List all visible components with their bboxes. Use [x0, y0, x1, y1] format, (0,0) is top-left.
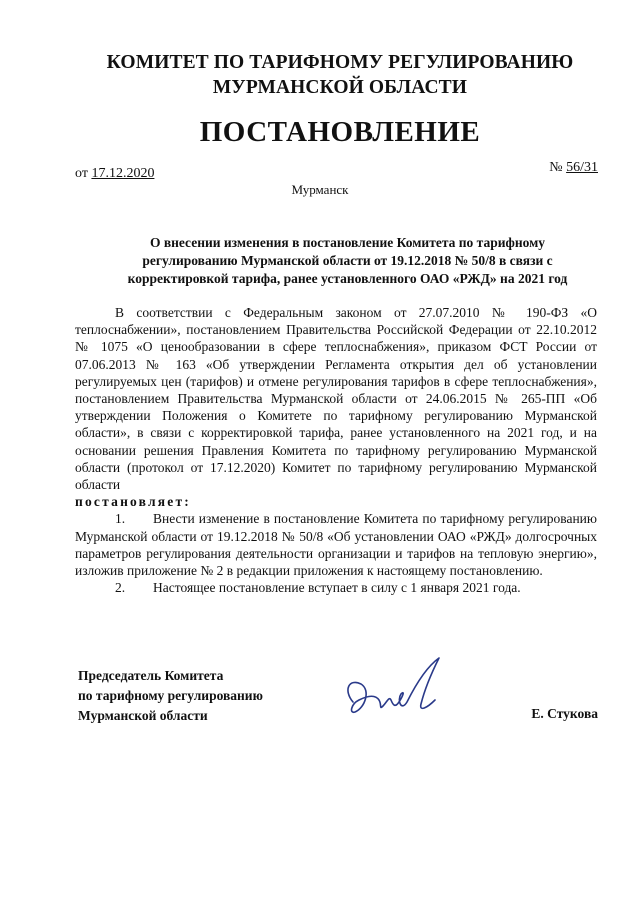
resolve-word: постановляет:	[75, 494, 191, 510]
city-name: Мурманск	[291, 182, 349, 197]
document-subject	[95, 234, 600, 288]
document-number	[549, 160, 598, 176]
document-type-title: ПОСТАНОВЛЕНИЕ	[199, 116, 481, 148]
document-body	[75, 304, 597, 596]
date-prefix: от	[75, 166, 88, 181]
number-prefix: №	[549, 160, 563, 175]
list-item	[75, 510, 597, 579]
signer-name: Е. Стукова	[531, 706, 598, 721]
date-value: 17.12.2020	[91, 166, 155, 181]
signer-title-line-3: Мурманской области	[78, 708, 208, 723]
signer-title-line-2: по тарифному регулированию	[78, 688, 263, 703]
number-value: 56/31	[566, 160, 598, 175]
signer-title-line-1: Председатель Комитета	[78, 668, 224, 683]
subject-line-3: корректировкой тарифа, ранее установленного ОАО «РЖД» на 2021 год	[127, 271, 568, 286]
document-date	[75, 166, 154, 182]
organization-name	[60, 50, 620, 100]
list-item-number: 2.	[115, 580, 126, 596]
list-item	[75, 579, 597, 596]
subject-line-1: О внесении изменения в постановление Комитета по тарифному	[149, 235, 546, 250]
org-line-2: МУРМАНСКОЙ ОБЛАСТИ	[212, 77, 468, 98]
preamble-paragraph: В соответствии с Федеральным законом от 27.07.2010 № 190-ФЗ «О теплоснабжении», постановлением Правительства Российской Федерации от 22.10.2012 № 1075 «О ценообразовании в сфере теплоснабжения», приказом ФСТ России от 07.06.2013 № 163 «Об утверждении Регламента открытия дел об установлении регулируемых цен (тарифов) и отмене регулирования тарифов в сфере теплоснабжения», постановлением Правительства Мурманской области от 24.06.2015 № 265-ПП «Об утверждении Положения о Комитете по тарифному регулированию Мурманской области», в связи с корректировкой тарифа, ранее установленного на 2021 год, и на основании решения Правления Комитета по тарифному регулированию Мурманской области (протокол от 17.12.2020) Комитет по тарифному регулированию Мурманской области	[75, 305, 597, 493]
list-item-number: 1.	[115, 511, 126, 527]
handwritten-signature	[335, 650, 455, 730]
list-item-text: Настоящее постановление вступает в силу с 1 января 2021 года.	[153, 580, 521, 596]
signer-title	[78, 666, 263, 726]
org-line-1: КОМИТЕТ ПО ТАРИФНОМУ РЕГУЛИРОВАНИЮ	[106, 52, 574, 73]
list-item-text: Внести изменение в постановление Комитета по тарифному регулированию Мурманской области от 19.12.2018 № 50/8 «Об установлении ОАО «РЖД» долгосрочных параметров регулирования деятельности организации и тарифов на тепловую энергию», изложив приложение № 2 в редакции приложения к настоящему постановлению.	[75, 511, 597, 579]
subject-line-2: регулированию Мурманской области от 19.12.2018 № 50/8 в связи с	[142, 253, 553, 268]
